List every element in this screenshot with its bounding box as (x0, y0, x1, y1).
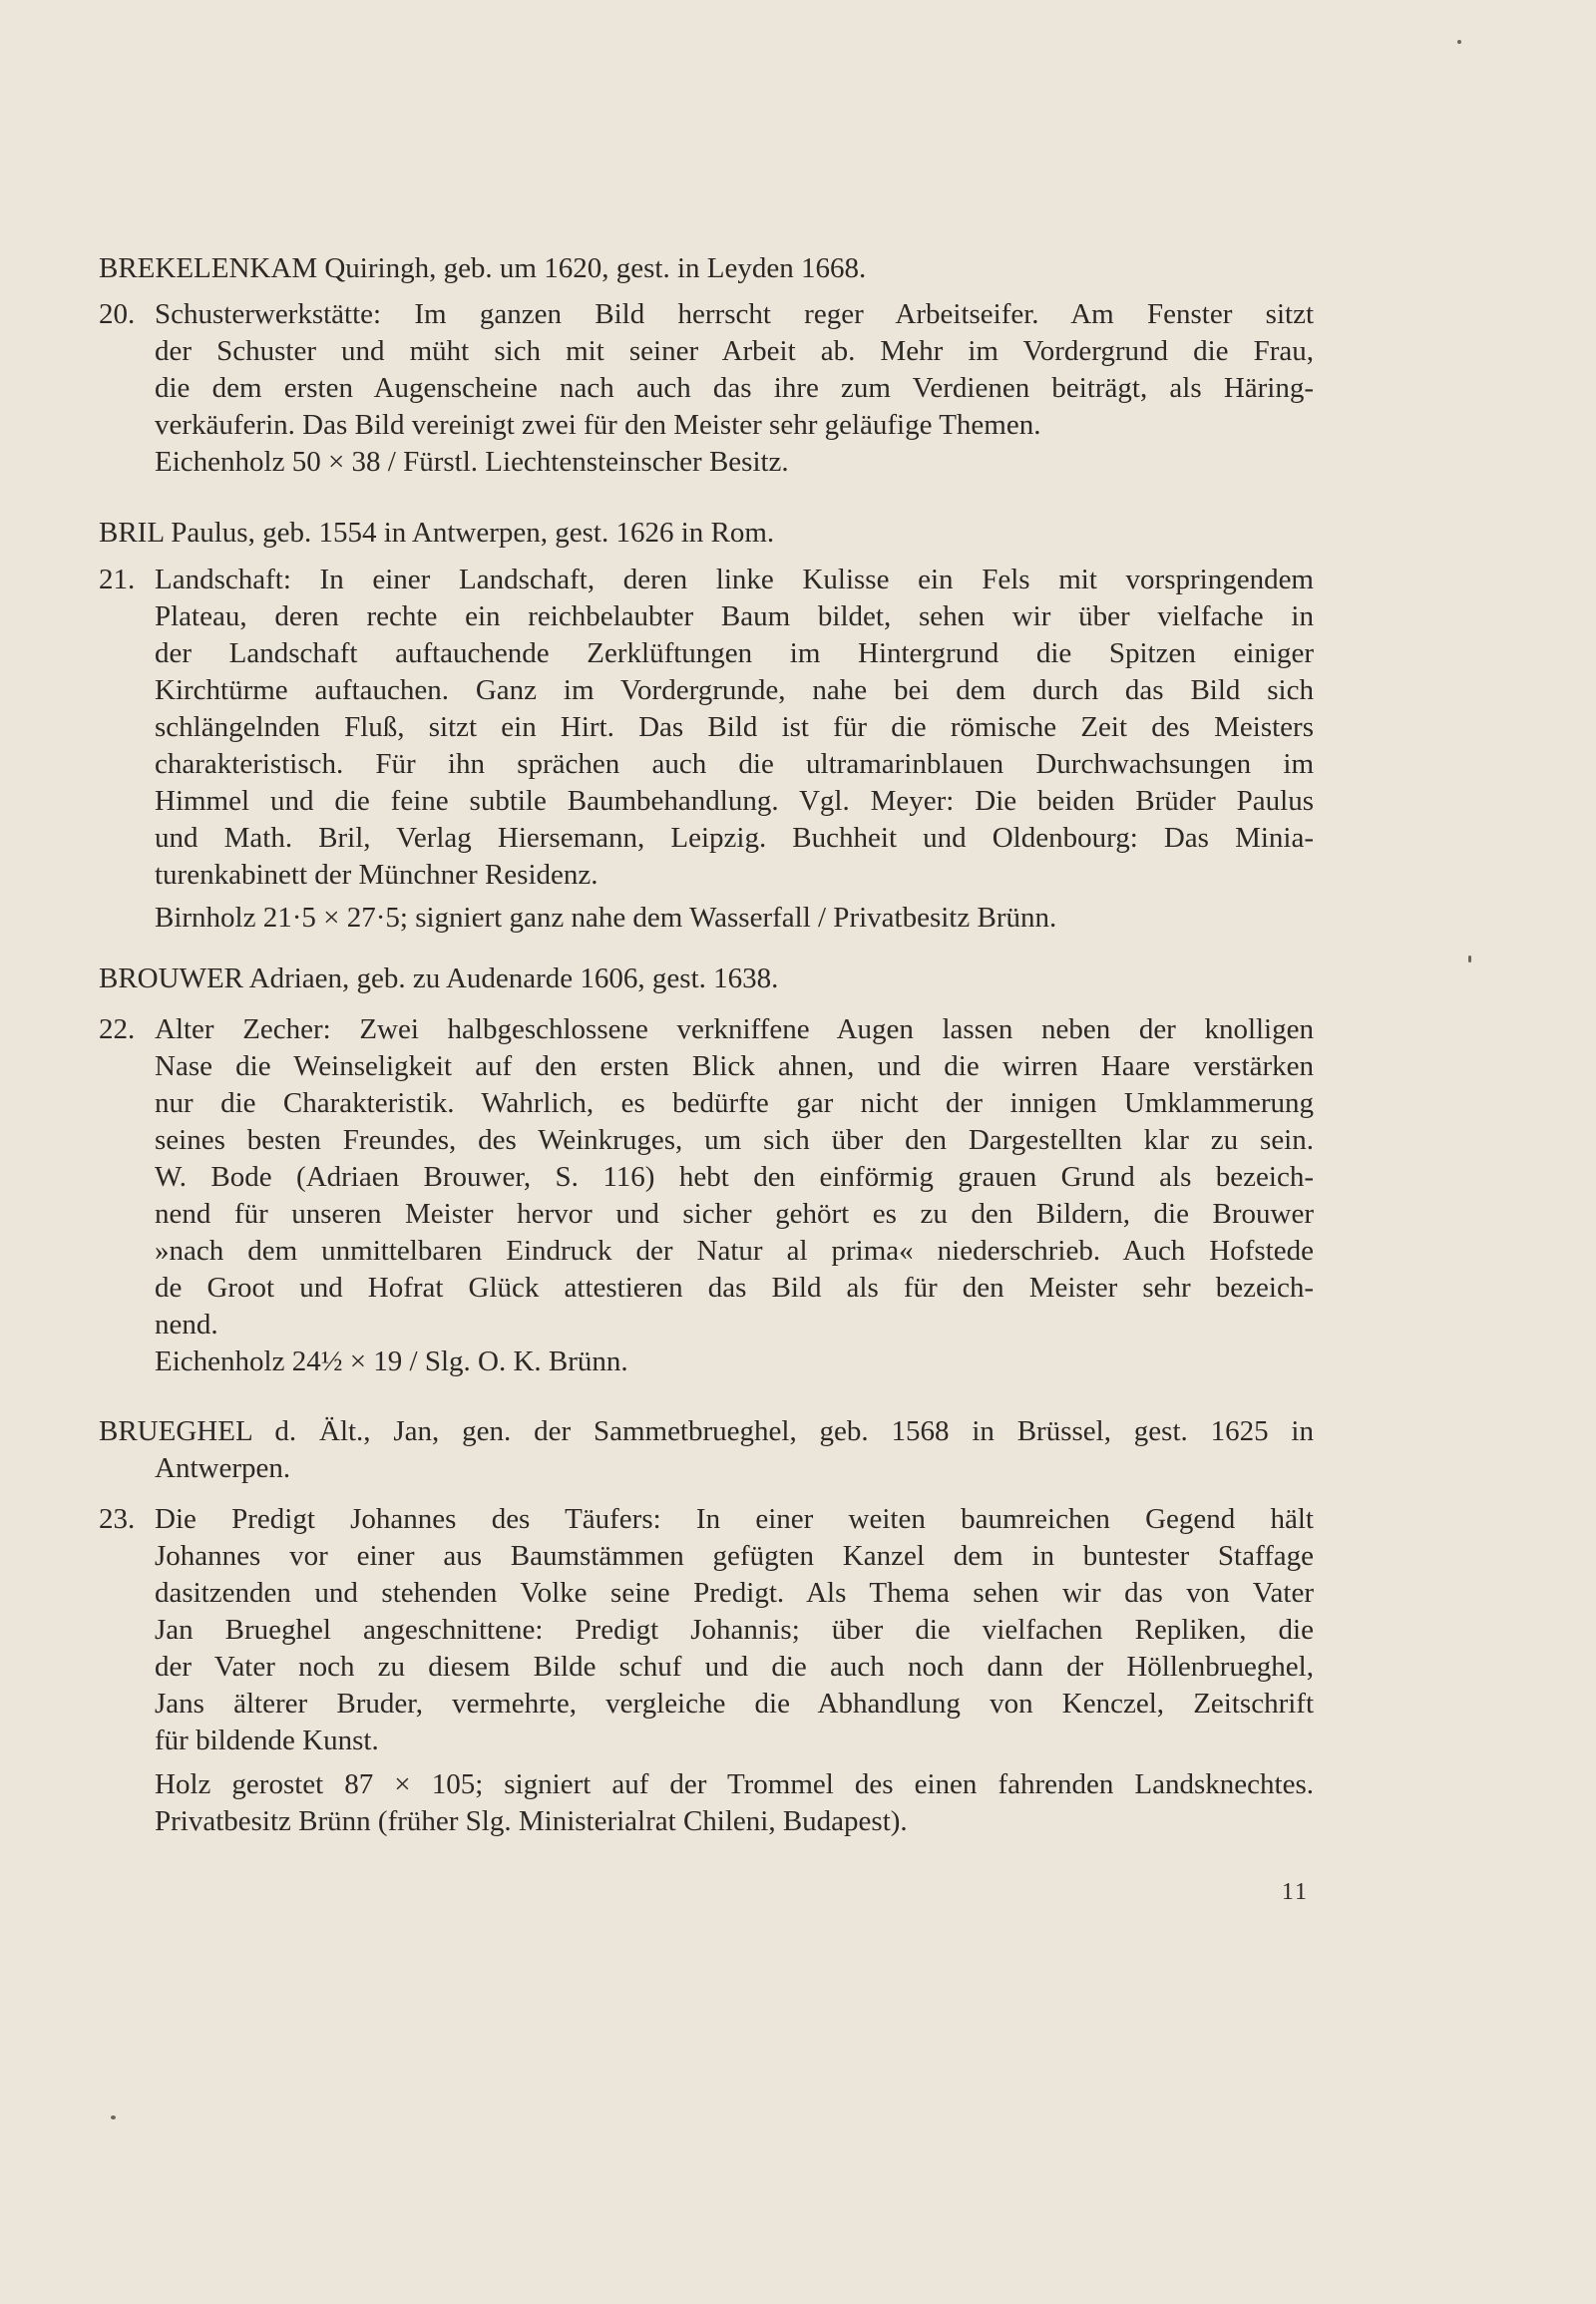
text-line: Die Predigt Johannes des Täufers: In einer weiten baumreichen Gegend hält (155, 1503, 1314, 1535)
text-line: verkäuferin. Das Bild vereinigt zwei für den Meister sehr geläufige Themen. (155, 409, 1041, 441)
item-number: 21. (99, 564, 136, 595)
provenance-line: Holz gerostet 87 × 105; signiert auf der Trommel des einen fahrenden Landsknechtes. (155, 1768, 1314, 1800)
catalogue-item-20 (99, 296, 1314, 481)
item-number: 22. (99, 1013, 136, 1045)
entry-brouwer (99, 960, 1314, 997)
text-line: turenkabinett der Münchner Residenz. (155, 859, 598, 891)
text-line: der Schuster und müht sich mit seiner Arbeit ab. Mehr im Vordergrund die Frau, (155, 335, 1314, 367)
text-line: de Groot und Hofrat Glück attestieren das Bild als für den Meister sehr bezeich- (155, 1272, 1314, 1304)
text-line: W. Bode (Adriaen Brouwer, S. 116) hebt den einförmig grauen Grund als bezeich- (155, 1161, 1314, 1193)
text-line: nur die Charakteristik. Wahrlich, es bedürfte gar nicht der innigen Umklammerung (155, 1087, 1314, 1119)
text-line: die dem ersten Augenscheine nach auch das ihre zum Verdienen beiträgt, als Häring- (155, 372, 1314, 404)
artist-heading-continued: Antwerpen. (155, 1452, 291, 1484)
catalogue-item-22 (99, 1011, 1314, 1380)
paper-speck (1457, 40, 1461, 44)
page-number: 11 (1281, 1879, 1309, 1905)
provenance-line: Eichenholz 24½ × 19 / Slg. O. K. Brünn. (155, 1345, 628, 1377)
text-line: Jan Brueghel angeschnittene: Predigt Johannis; über die vielfachen Repliken, die (155, 1614, 1314, 1646)
text-line: nend. (155, 1309, 218, 1341)
text-line: dasitzenden und stehenden Volke seine Predigt. Als Thema sehen wir das von Vater (155, 1577, 1314, 1609)
item-number: 20. (99, 298, 136, 330)
text-line: Kirchtürme auftauchen. Ganz im Vordergrunde, nahe bei dem durch das Bild sich (155, 674, 1314, 706)
text-line: nend für unseren Meister hervor und sicher gehört es zu den Bildern, die Brouwer (155, 1198, 1314, 1230)
text-line: seines besten Freundes, des Weinkruges, um sich über den Dargestellten klar zu sein. (155, 1124, 1314, 1156)
text-line: für bildende Kunst. (155, 1725, 379, 1756)
text-line: Johannes vor einer aus Baumstämmen gefügten Kanzel dem in buntester Staffage (155, 1540, 1314, 1572)
artist-heading: BRIL Paulus, geb. 1554 in Antwerpen, gest. 1626 in Rom. (99, 517, 775, 549)
text-line: der Landschaft auftauchende Zerklüftungen im Hintergrund die Spitzen einiger (155, 637, 1314, 669)
artist-heading: BREKELENKAM Quiringh, geb. um 1620, gest. in Leyden 1668. (99, 252, 867, 284)
item-number: 23. (99, 1503, 136, 1535)
paper-speck (1468, 956, 1471, 962)
entry-brekelenkam (99, 250, 1314, 287)
catalogue-item-21 (99, 562, 1314, 937)
text-line: schlängelnden Fluß, sitzt ein Hirt. Das Bild ist für die römische Zeit des Meisters (155, 711, 1314, 743)
text-line: Jans älterer Bruder, vermehrte, vergleiche die Abhandlung von Kenczel, Zeitschrift (155, 1688, 1314, 1720)
text-line: charakteristisch. Für ihn sprächen auch die ultramarinblauen Durchwachsungen im (155, 748, 1314, 780)
text-line: »nach dem unmittelbaren Eindruck der Natur al prima« niederschrieb. Auch Hofstede (155, 1235, 1314, 1267)
provenance-line: Privatbesitz Brünn (früher Slg. Ministerialrat Chileni, Budapest). (155, 1805, 908, 1837)
text-line: Schusterwerkstätte: Im ganzen Bild herrscht reger Arbeitseifer. Am Fenster sitzt (155, 298, 1314, 330)
text-line: Nase die Weinseligkeit auf den ersten Blick ahnen, und die wirren Haare verstärken (155, 1050, 1314, 1082)
artist-heading: BROUWER Adriaen, geb. zu Audenarde 1606, gest. 1638. (99, 962, 779, 994)
provenance-line: Birnholz 21·5 × 27·5; signiert ganz nahe dem Wasserfall / Privatbesitz Brünn. (155, 902, 1057, 934)
text-line: Alter Zecher: Zwei halbgeschlossene verkniffene Augen lassen neben der knolligen (155, 1013, 1314, 1045)
entry-brueghel (99, 1413, 1314, 1487)
text-line: Landschaft: In einer Landschaft, deren linke Kulisse ein Fels mit vorspringendem (155, 564, 1314, 595)
provenance-line: Eichenholz 50 × 38 / Fürstl. Liechtensteinscher Besitz. (155, 446, 789, 478)
text-line: Himmel und die feine subtile Baumbehandlung. Vgl. Meyer: Die beiden Brüder Paulus (155, 785, 1314, 817)
text-line: Plateau, deren rechte ein reichbelaubter Baum bildet, sehen wir über vielfache in (155, 600, 1314, 632)
text-line: und Math. Bril, Verlag Hiersemann, Leipzig. Buchheit und Oldenbourg: Das Minia- (155, 822, 1314, 854)
text-line: der Vater noch zu diesem Bilde schuf und die auch noch dann der Höllenbrueghel, (155, 1651, 1314, 1683)
catalogue-item-23 (99, 1501, 1314, 1840)
artist-heading: BRUEGHEL d. Ält., Jan, gen. der Sammetbrueghel, geb. 1568 in Brüssel, gest. 1625 in (99, 1415, 1314, 1447)
entry-bril (99, 515, 1314, 552)
paper-speck (111, 2115, 116, 2119)
